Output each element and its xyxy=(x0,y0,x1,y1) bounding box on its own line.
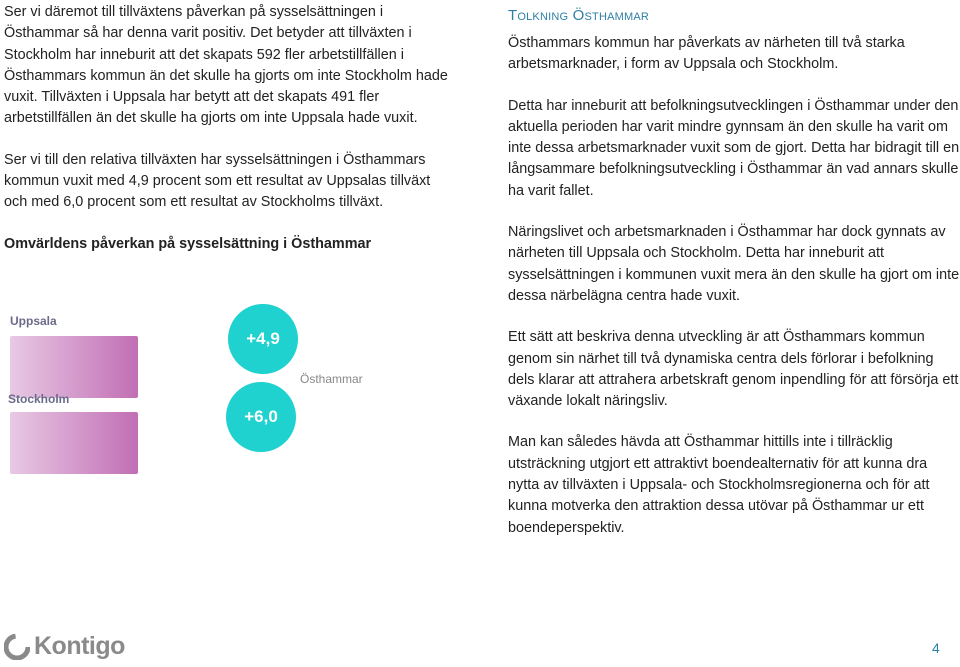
uppsala-value-bubble xyxy=(228,304,298,374)
interpretation-heading: Tolkning Östhammar xyxy=(508,7,650,24)
stockholm-bar xyxy=(10,412,138,474)
section-heading: Omvärldens påverkan på sysselsättning i Östhammar xyxy=(4,235,372,252)
paragraph-population: Detta har inneburit att befolkningsutvecklingen i Östhammar under den aktuella perioden har varit mindre gynnsam än den skulle ha varit om inte dessa arbetsmarknader vuxit som de gjort. Detta har bidragit till en långsammare befolkningsutveckling i Östhammar än vad annars skulle ha varit fallet. xyxy=(508,97,960,199)
paragraph-influence: Östhammars kommun har påverkats av närheten till två starka arbetsmarknader, i form av Uppsala och Stockholm. xyxy=(508,35,905,73)
stockholm-value-bubble xyxy=(226,382,296,452)
stockholm-value: +6,0 xyxy=(244,407,278,426)
uppsala-label: Uppsala xyxy=(10,314,57,328)
paragraph-development: Ett sätt att beskriva denna utveckling är att Östhammars kommun genom sin närhet till två dynamiska centra dels förlorar i befolkning dels klarar att attrahera arbetskraft genom inpendling för att försörja ett växande lokalt näringsliv. xyxy=(508,329,959,410)
uppsala-bar xyxy=(10,336,138,398)
logo-mark-icon xyxy=(4,634,30,660)
right-column xyxy=(508,2,960,559)
stockholm-label: Stockholm xyxy=(8,392,70,406)
growth-figure xyxy=(0,300,400,440)
paragraph-conclusion: Man kan således hävda att Östhammar hittills inte i tillräcklig utsträckning utgjort ett attraktivt boendealternativ för att kunna dra nytta av tillväxten i Uppsala- och Stockholmsregionerna och för att kunna motverka den attraktion dessa utövar på Östhammar ur ett boendeperspektiv. xyxy=(508,434,930,536)
paragraph-business: Näringslivet och arbetsmarknaden i Östhammar har dock gynnats av närheten till Uppsala och Stockholm. Detta har inneburit att sysselsättningen i kommunen vuxit mera än den skulle ha gjort om inte dessa närbelägna centra hade vuxit. xyxy=(508,224,960,304)
paragraph-relative-growth: Ser vi till den relativa tillväxten har sysselsättningen i Östhammars kommun vuxit med 4,9 procent som ett resultat av Uppsalas tillväxt och med 6,0 procent som ett resultat av Stockholms tillväxt. xyxy=(4,151,431,211)
page-number: 4 xyxy=(932,640,940,656)
logo-text: Kontigo xyxy=(34,632,125,660)
uppsala-value: +4,9 xyxy=(246,329,280,348)
kontigo-logo xyxy=(4,632,125,661)
paragraph-stockholm-uppsala-effects: Ser vi däremot till tillväxtens påverkan på sysselsättningen i Östhammar så har denna varit positiv. Det betyder att tillväxten i Stockholm har inneburit att det skapats 592 fler arbetstillfällen i Östhammars kommun än det skulle ha gjorts om inte Stockholm hade vuxit. Tillväxten i Uppsala har betytt att det skapats 491 fler arbetstillfällen än det skulle ha gjorts om inte Uppsala hade vuxit. xyxy=(4,4,448,127)
osthammar-label: Östhammar xyxy=(300,372,363,386)
left-column xyxy=(4,2,454,255)
